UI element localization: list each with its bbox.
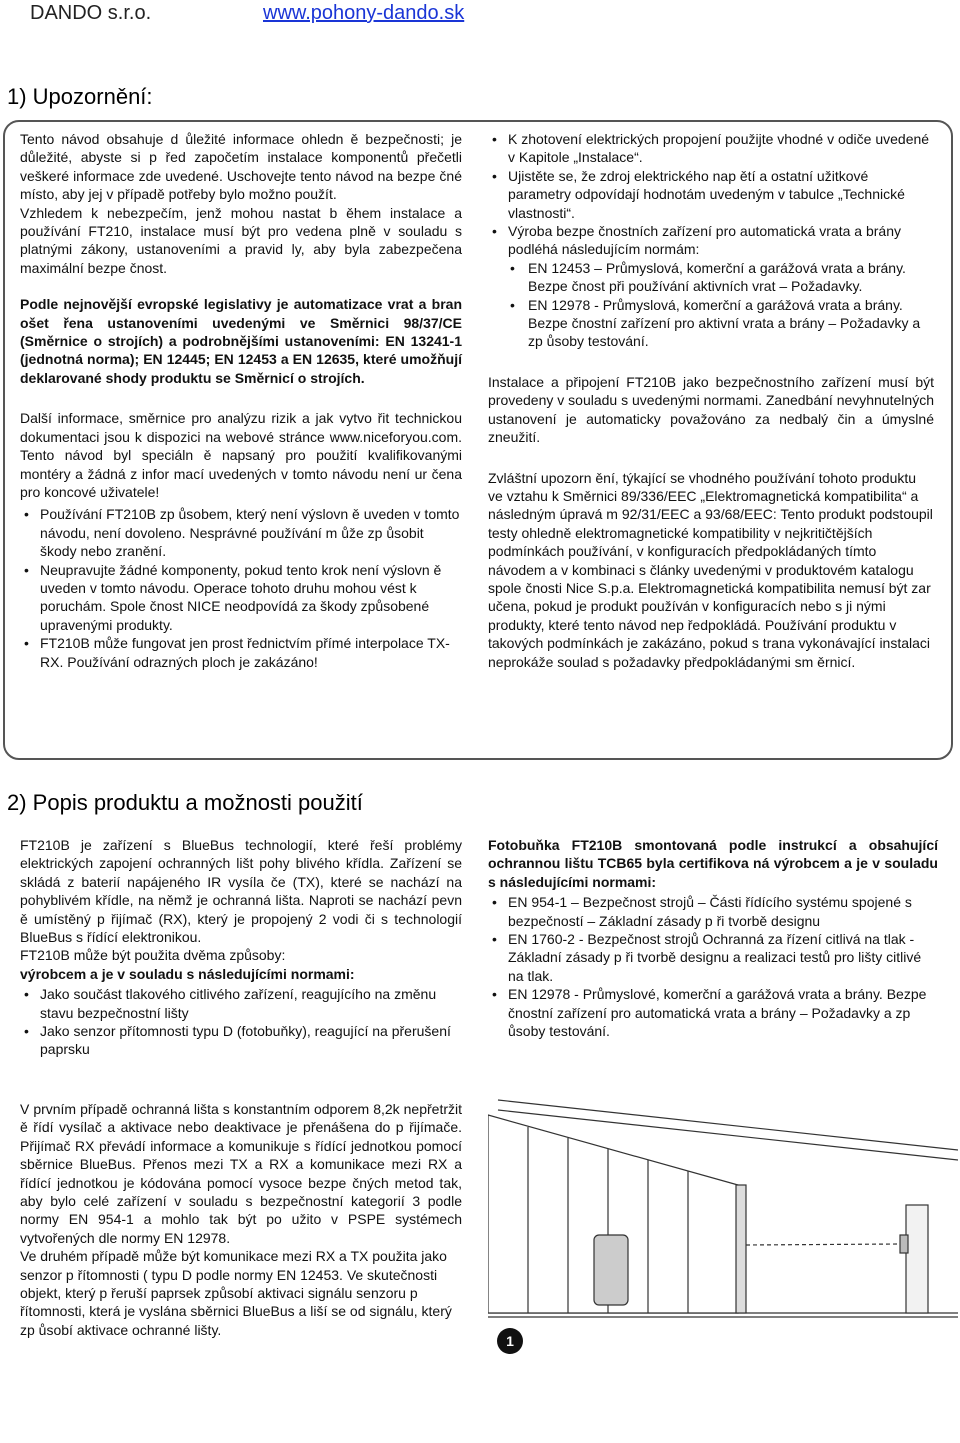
list-item: • K zhotovení elektrických propojení použijte vhodné v odiče uvedené v Kapitole „Instalace“. xyxy=(488,130,934,167)
emc-paragraph: Zvláštní upozorn ění, týkající se vhodného používání tohoto produktu ve vztahu k Směrnici 89/336/EEC „Elektromagnetická kompatibilita“ a následným úpravá m 92/31/EEC a 93/68/EEC: Tento produkt podstoupil testy ohledně elektromagnetické kompatibility v nejkritičtějších podmínkách používání, v konfiguracích předpokládaných tímto návodem a v kombinaci s články uvedenými v produktovém katalogu spole čnosti Nice S.p.a. Elektromagnetická kompatibilita nemusí být zar učena, pokud je produkt používán v konfiguracích nebo s ji nými produkty, které tento návod nep ředpokládá. Používání produktu v takových podmínkách je zakázáno, pokud s trana vykonávající instalaci neprokáže soulad s požadavky předpokládanými sm ěrnicí. xyxy=(488,469,933,670)
legislation-paragraph: Podle nejnovější evropské legislativy je automatizace vrat a bran ošet řena ustanoveními uvedenými ve Směrnici 98/37/CE (Směrnice o strojích) a podrobnějšími ustanoveními: EN 13241-1 (jednotná norma); EN 12445; EN 12453 a EN 12635, které umožňují deklarované shody produktu se Směrnicí o strojích. xyxy=(20,296,462,386)
figure-number: 1 xyxy=(506,1333,514,1349)
page-header xyxy=(30,2,465,30)
certification-list xyxy=(488,893,938,1040)
section1-title: 1) Upozornění: xyxy=(7,84,153,109)
list-item: • Ujistěte se, že zdroj elektrického nap ětí a ostatní užitkové parametry odpovídají hodnotám uvedeným v tabulce „Technické vlastnosti“. xyxy=(488,167,934,222)
description-left-column xyxy=(20,836,462,1071)
compliance-paragraph: Instalace a připojení FT210B jako bezpečnostního zařízení musí být provedeny v souladu s uvedenými normami. Zanedbání nevyhnutelných ustanovení je automaticky považováno za nedbalý čin a úmyslné zneužití. xyxy=(488,373,934,446)
ir-beam xyxy=(746,1244,900,1245)
company-name: DANDO s.r.o. xyxy=(30,2,152,24)
list-item: • EN 1760-2 - Bezpečnost strojů Ochranná za řízení citlivá na tlak - Základní zásady p ři tvorbě designu a realizaci testů pro lišty citlivé na tlak. xyxy=(488,930,938,985)
warning-paragraph: Tento návod obsahuje d ůležité informace ohledn ě bezpečnosti; je důležité, abyste si p řed započetím instalace komponentů přečetli veškeré informace zde uvedené. Uschovejte tento návod na bezpe čné místo, aby jej v případě potřeby bylo možno použít. xyxy=(20,131,462,203)
list-item: • Používání FT210B zp ůsobem, který není výslovn ě uveden v tomto návodu, není dovoleno. Nesprávné používání m ůže zp ůsobit škody nebo zranění. xyxy=(20,505,462,560)
warning-left-column xyxy=(20,130,462,683)
warning-list xyxy=(20,505,462,671)
warning-right-column xyxy=(488,130,934,683)
list-item: • EN 12453 – Průmyslová, komerční a garážová vrata a brány. Bezpe čnost při používání aktivních vrat – Požadavky. xyxy=(488,259,934,296)
list-item: • EN 12978 - Průmyslové, komerční a garážová vrata a brány. Bezpe čnostní zařízení pro automatická vrata a brány – Požadavky a zp ůsoby testování. xyxy=(488,985,938,1040)
operation-column xyxy=(20,1100,462,1351)
operation-paragraph: Ve druhém případě může být komunikace mezi RX a TX použita jako senzor p řítomnosti ( typu D podle normy EN 12453. Ve skutečnosti objekt, který p řeruší paprsek způsobí aktivaci signálu senzoru p řítomnosti, která je vyslána sběrnici BlueBus a liší se od signálu, který zp ůsobí aktivace ochranné lišty. xyxy=(20,1248,452,1338)
list-item: • Jako senzor přítomnosti typu D (fotobuňky), reagující na přerušení paprsku xyxy=(20,1022,462,1059)
certification-intro: Fotobuňka FT210B smontovaná podle instrukcí a obsahující ochrannou lištu TCB65 byla certifikova ná výrobcem a je v souladu s následujícími normami: xyxy=(488,837,938,890)
safety-edge xyxy=(736,1185,746,1313)
info-paragraph: Další informace, směrnice pro analýzu rizik a jak vytvo řit technickou dokumentaci jsou k dispozici na webové stránce www.niceforyou.com. Tento návod byl speciáln ě napsaný pro použití kvalifikovanými montéry a žádná z infor mací uvedených v tomto návodu není ur čena pro koncové uživatele! xyxy=(20,410,462,500)
section2-title: 2) Popis produktu a možnosti použití xyxy=(7,790,363,815)
usage-subheading: výrobcem a je v souladu s následujícími normami: xyxy=(20,965,355,982)
standards-sublist xyxy=(488,259,934,351)
operation-paragraph: V prvním případě ochranná lišta s konstantním odporem 8,2k nepřetržit ě řídí vysílač a aktivace nebo deaktivace je přenášena do p řijímače. Přijímač RX převádí informace a komunikuje s řídící jednotkou pomocí sběrnice BlueBus. Přenos mezi TX a RX a komunikace mezi RX a řídící jednotkou je kódována pomocí vysoce bezpe čných metod tak, aby bylo celé zařízení v souladu s bezpečnostní kategorií 3 podle normy EN 954-1 a mohlo tak být po užito v PSPE systémech vytvořených dle normy EN 12978. xyxy=(20,1101,462,1246)
description-paragraph: FT210B je zařízení s BlueBus technologií, které řeší problémy elektrických zapojení ochranných lišt pohy blivého křídla. Zařízení se skládá z baterií napájeného IR vysíla če (TX), které se nachází na pohyblivém křídle, na němž je ochranná lišta. Naproti se nachází pevn ě umístěný p řijímač (RX), který je propojený 2 vodi či s technologií BlueBus s řídící elektronikou. xyxy=(20,837,462,946)
website-link[interactable]: www.pohony-dando.sk xyxy=(263,2,465,24)
requirements-list xyxy=(488,130,934,259)
list-item: • Výroba bezpe čnostních zařízení pro automatická vrata a brány podléhá následujícím normám: xyxy=(488,222,934,259)
gate-illustration xyxy=(488,1085,958,1355)
gate-post xyxy=(906,1205,928,1313)
list-item: • EN 12978 - Průmyslová, komerční a garážová vrata a brány. Bezpe čnostní zařízení pro aktivní vrata a brány – Požadavky a zp ůsoby testování. xyxy=(488,296,934,351)
gate-motor xyxy=(594,1235,628,1305)
usage-list xyxy=(20,985,462,1059)
usage-heading: FT210B může být použita dvěma způsoby: xyxy=(20,947,286,964)
certification-column xyxy=(488,836,938,1052)
list-item: • Jako součást tlakového citlivého zařízení, reagujícího na změnu stavu bezpečnostní lišty xyxy=(20,985,462,1022)
receiver-rx xyxy=(900,1235,908,1253)
list-item: • FT210B může fungovat jen prost řednictvím přímé interpolace TX-RX. Používání odrazných ploch je zakázáno! xyxy=(20,634,462,671)
list-item: • EN 954-1 – Bezpečnost strojů – Části řídícího systému spojené s bezpečností – Základní zásady p ři tvorbě designu xyxy=(488,893,938,930)
warning-paragraph: Vzhledem k nebezpečím, jenž mohou nastat b ěhem instalace a používání FT210, instalace musí být pro vedena plně v souladu s platnými zákony, ustanoveními a pravid ly, aby byla zabezpečena maximální bezpe čnost. xyxy=(20,204,462,276)
list-item: • Neupravujte žádné komponenty, pokud tento krok není výslovn ě uveden v tomto návodu. Operace tohoto druhu mohou vést k poruchám. Spole čnost NICE neodpovídá za škody způsobené upravenými produkty. xyxy=(20,561,462,635)
